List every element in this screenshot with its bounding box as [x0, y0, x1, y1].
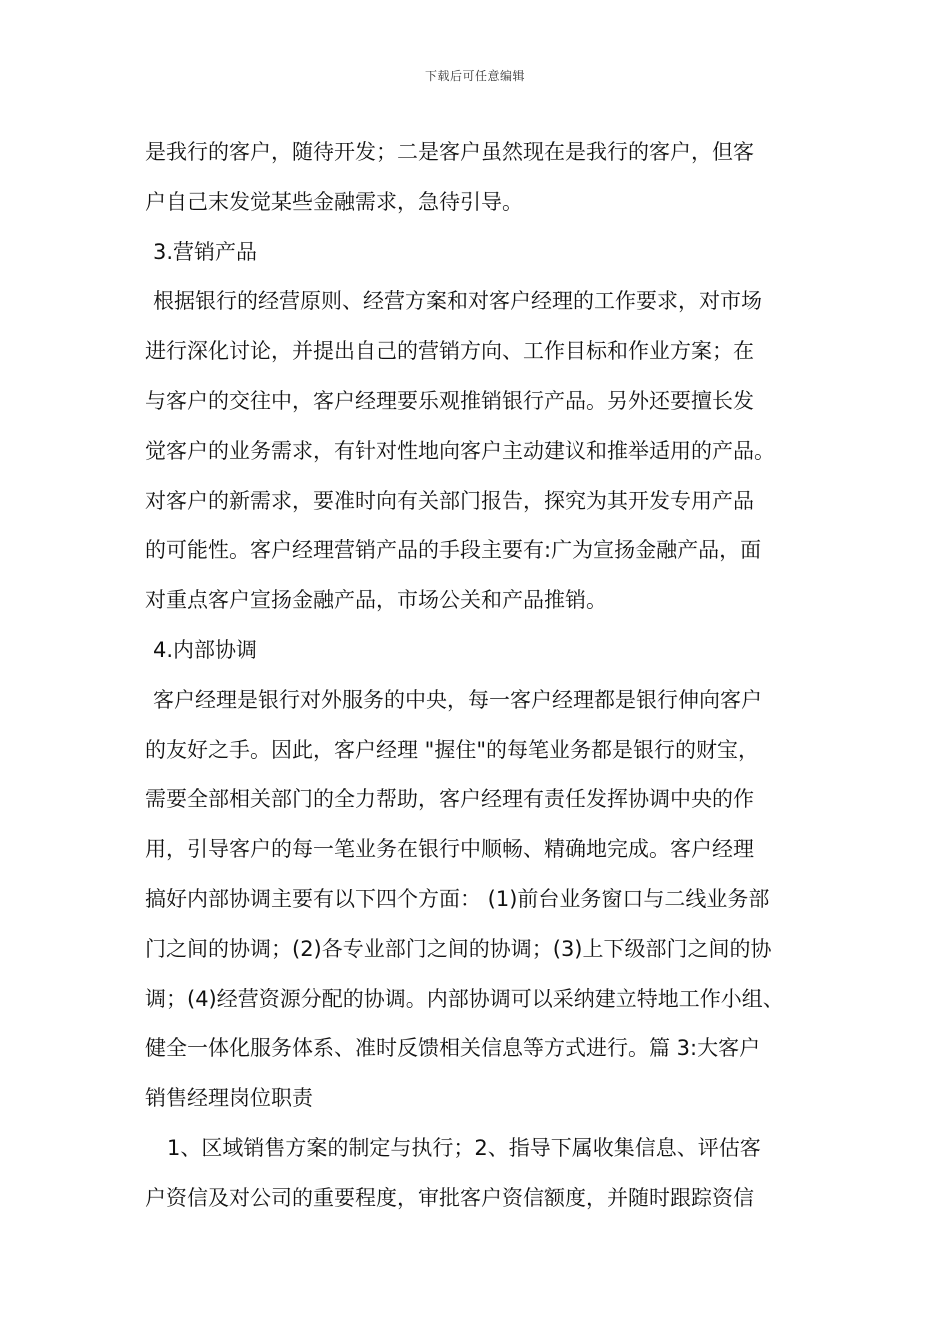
paragraph-line: 对重点客户宣扬金融产品，市场公关和产品推销。	[145, 588, 607, 613]
paragraph-line: 1、区域销售方案的制定与执行；2、指导下属收集信息、评估客	[167, 1135, 761, 1160]
header-note: 下载后可任意编辑	[424, 69, 525, 83]
paragraph-line: 与客户的交往中，客户经理要乐观推销银行产品。另外还要擅长发	[145, 388, 754, 413]
paragraph-line: 调；(4)经营资源分配的协调。内部协调可以采纳建立特地工作小组、	[145, 986, 784, 1011]
paragraph-line: 的友好之手。因此，客户经理 "握住"的每笔业务都是银行的财宝，	[145, 737, 759, 762]
paragraph-line: 用，引导客户的每一笔业务在银行中顺畅、精确地完成。客户经理	[145, 837, 754, 862]
section-heading: 销售经理岗位职责	[145, 1086, 313, 1111]
paragraph-line: 客户经理是银行对外服务的中央，每一客户经理都是银行伸向客户	[153, 687, 762, 712]
section-heading: 3.营销产品	[153, 239, 258, 264]
document-body	[145, 128, 825, 1224]
paragraph-line: 对客户的新需求，要准时向有关部门报告，探究为其开发专用产品	[145, 488, 754, 513]
paragraph-line: 健全一体化服务体系、准时反馈相关信息等方式进行。篇 3:大客户	[145, 1036, 761, 1061]
paragraph-line: 的可能性。客户经理营销产品的手段主要有:广为宣扬金融产品，面	[145, 538, 762, 563]
paragraph-line: 觉客户的业务需求，有针对性地向客户主动建议和推举适用的产品。	[145, 438, 775, 463]
paragraph-line: 搞好内部协调主要有以下四个方面： (1)前台业务窗口与二线业务部	[145, 886, 770, 911]
paragraph-line: 户自己末发觉某些金融需求，急待引导。	[145, 189, 523, 214]
paragraph-line: 进行深化讨论，并提出自己的营销方向、工作目标和作业方案；在	[145, 339, 754, 364]
paragraph-line: 门之间的协调；(2)各专业部门之间的协调；(3)上下级部门之间的协	[145, 936, 772, 961]
paragraph-line: 是我行的客户，随待开发；二是客户虽然现在是我行的客户，但客	[145, 140, 754, 164]
paragraph-line: 需要全部相关部门的全力帮助，客户经理有责任发挥协调中央的作	[145, 787, 754, 812]
paragraph-line: 户资信及对公司的重要程度，审批客户资信额度，并随时跟踪资信	[145, 1185, 754, 1210]
paragraph-line: 根据银行的经营原则、经营方案和对客户经理的工作要求，对市场	[153, 289, 762, 314]
section-heading: 4.内部协调	[153, 637, 258, 662]
